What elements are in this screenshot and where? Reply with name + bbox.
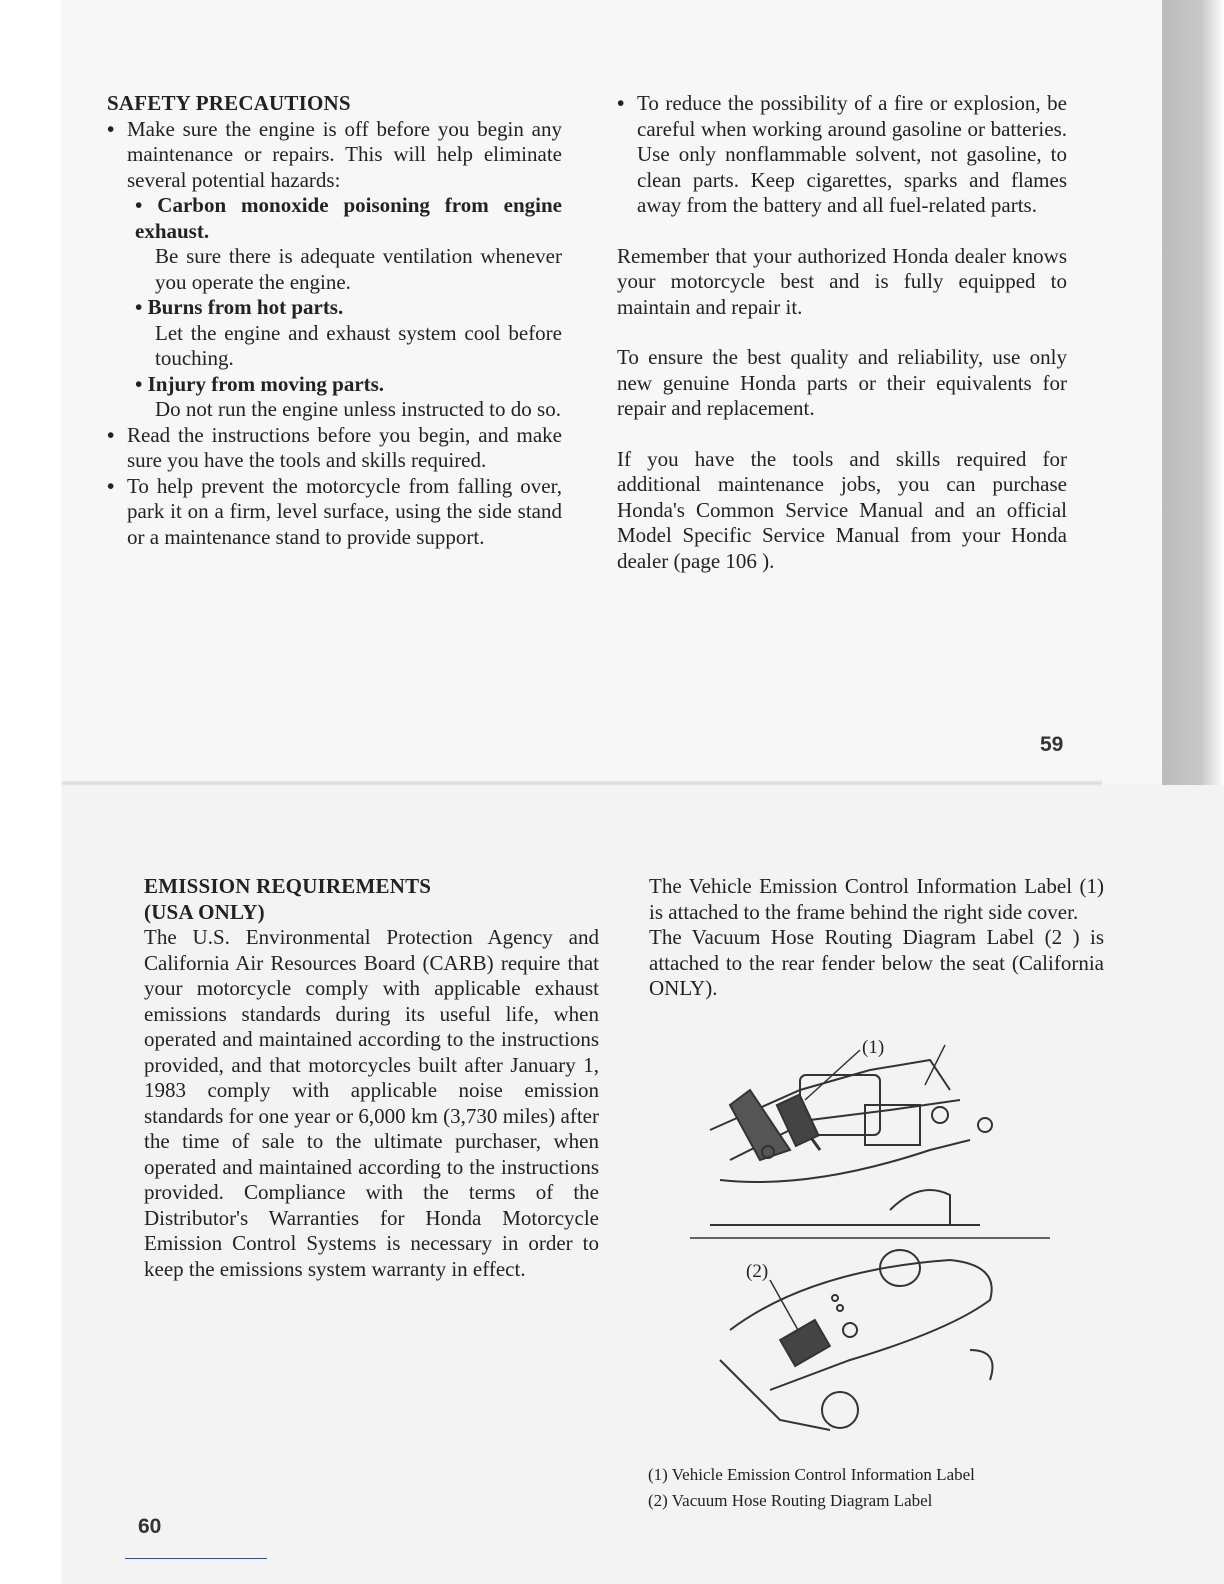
side-cover [730, 1090, 790, 1160]
hose-line [890, 1190, 950, 1225]
rear-fender [730, 1260, 992, 1390]
hazard-heading: • Carbon monoxide poisoning from engine exhaust. [135, 193, 562, 243]
safety-section-continued [617, 91, 1067, 574]
bullet-icon: • [107, 473, 115, 498]
callout-2: (2) [746, 1261, 769, 1282]
motorcycle-illustration [690, 1030, 1070, 1450]
hazard-text: Do not run the engine unless instructed to do so. [155, 397, 561, 421]
bullet-icon: • [617, 91, 625, 115]
label-location-section [649, 874, 1104, 1002]
safety-bullet-fire: • To reduce the possibility of a fire or explosion, be careful when working around gasoline or batteries. Use only nonflammable solvent, not gasoline, to clean parts. Keep cigarettes, sparks and flames away from the battery and all fuel-related parts. [617, 91, 1067, 217]
safety-title: SAFETY PRECAUTIONS [107, 91, 351, 115]
hazard-heading: • Injury from moving parts. [135, 371, 385, 396]
leader-line [770, 1280, 798, 1330]
hazard-text: Let the engine and exhaust system cool before touching. [155, 320, 562, 370]
label-location-figure [690, 1030, 1070, 1450]
safety-bullet-stand: • To help prevent the motorcycle from falling over, park it on a firm, level surface, using the side stand or a maintenance stand to provide support. [107, 473, 562, 549]
dealer-paragraph: Remember that your authorized Honda dealer knows your motorcycle best and is fully equipped to maintain and repair it. [617, 243, 1067, 319]
parts-paragraph: To ensure the best quality and reliability, use only new genuine Honda parts or their equivalents for repair and replacement. [617, 345, 1067, 420]
link-underline [125, 1558, 267, 1559]
emission-section [144, 874, 599, 1282]
bolt [832, 1295, 838, 1301]
bullet-icon: • [135, 295, 148, 319]
frame-bracket [865, 1105, 920, 1145]
emission-title: EMISSION REQUIREMENTS [144, 874, 432, 898]
figure-captions [648, 1462, 975, 1514]
caption-item: (2) Vacuum Hose Routing Diagram Label [648, 1491, 933, 1510]
callout-1: (1) [862, 1037, 885, 1058]
safety-section [107, 91, 562, 550]
bolt [843, 1323, 857, 1337]
bullet-icon: • [107, 116, 115, 141]
vacuum-label-paragraph: The Vacuum Hose Routing Diagram Label (2 ) is attached to the rear fender below the seat (California ONLY). [649, 925, 1104, 1000]
shock-absorber [822, 1392, 858, 1428]
hazard-text: Be sure there is adequate ventilation whenever you operate the engine. [155, 244, 562, 294]
emission-subtitle: (USA ONLY) [144, 899, 265, 924]
bolt [837, 1305, 843, 1311]
caption-item: (1) Vehicle Emission Control Information Label [648, 1465, 975, 1484]
vacuum-label-marker [780, 1320, 830, 1366]
safety-bullet-engine-off: • Make sure the engine is off before you begin any maintenance or repairs. This will help eliminate several potential hazards: [107, 116, 562, 192]
turn-signal [970, 1350, 993, 1380]
page-divider [62, 780, 1102, 786]
service-manual-paragraph: If you have the tools and skills required for additional maintenance jobs, you can purchase Honda's Common Service Manual and an official Model Specific Service Manual from your Honda dealer (page 106 ). [617, 446, 1067, 573]
bullet-icon: • [135, 371, 148, 396]
bolt [932, 1107, 948, 1123]
bolt [978, 1118, 992, 1132]
bullet-icon: • [107, 422, 115, 447]
emission-body: The U.S. Environmental Protection Agency and California Air Resources Board (CARB) require that your motorcycle comply with applicable exhaust emissions standards during its useful life, when operated and maintained according to the instructions provided, and that motorcycles built after January 1, 1983 comply with applicable noise emission standards for one year or 6,000 km (3,730 miles) after the time of sale to the ultimate purchaser, when operated and maintained according to the instructions provided. Compliance with the terms of the Distributor's Warranties for Honda Motorcycle Emission Control Systems is necessary in order to keep the emissions system warranty in effect. [144, 925, 599, 1281]
frame-line [720, 1360, 830, 1430]
emission-label-paragraph: The Vehicle Emission Control Information Label (1) is attached to the frame behind the right side cover. [649, 874, 1104, 924]
bullet-icon: • [135, 193, 158, 217]
page-number-59: 59 [1040, 733, 1064, 756]
safety-bullet-instructions: • Read the instructions before you begin, and make sure you have the tools and skills required. [107, 422, 562, 472]
page-number-60: 60 [138, 1515, 162, 1538]
hazard-item [135, 372, 562, 423]
hazard-item [135, 193, 562, 295]
hazard-heading: • Burns from hot parts. [135, 295, 344, 319]
hazard-item [135, 295, 562, 372]
